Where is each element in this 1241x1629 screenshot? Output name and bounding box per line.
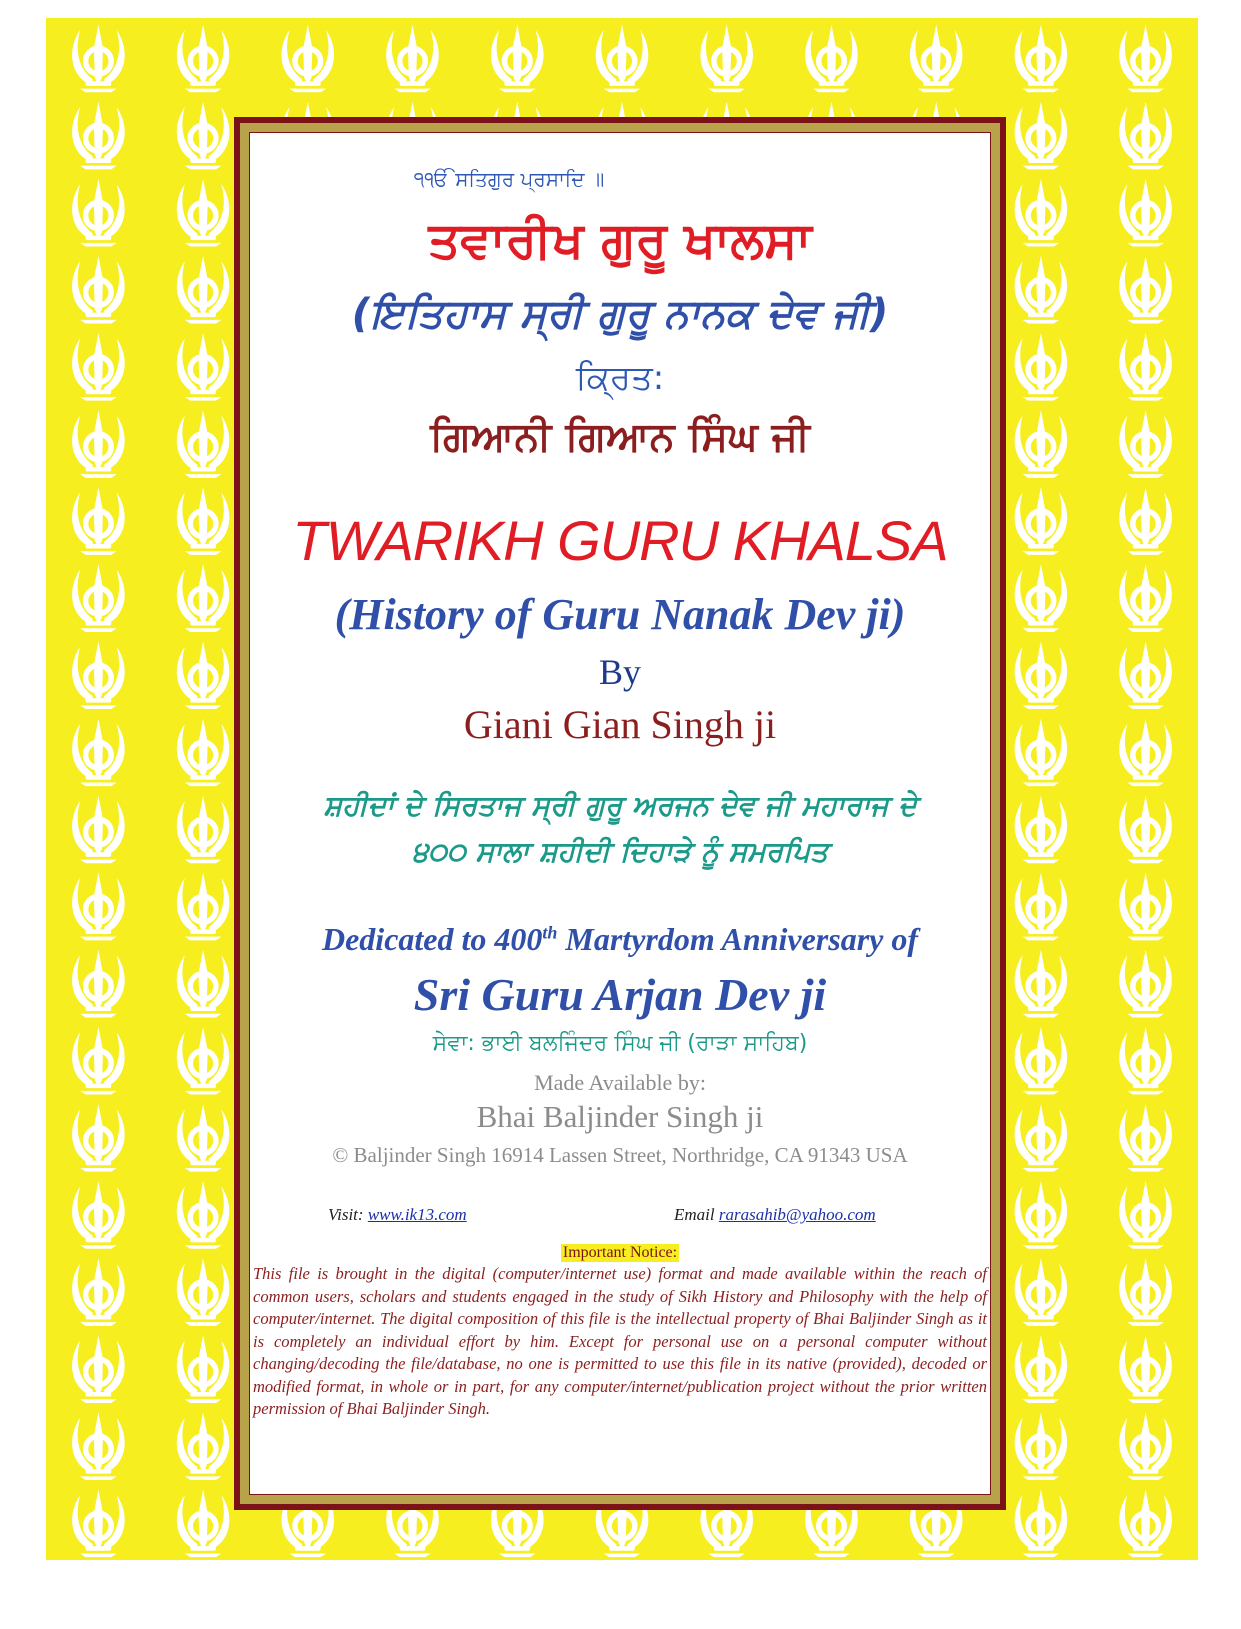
khanda-icon (177, 1027, 230, 1095)
khanda-icon (1119, 410, 1172, 478)
frame-gold-border (240, 123, 1000, 1504)
khanda-icon (72, 1181, 125, 1249)
khanda-icon (72, 179, 125, 247)
punjabi-dedication (250, 783, 990, 875)
made-available-label: Made Available by: (534, 1070, 706, 1095)
khanda-icon (72, 796, 125, 864)
notice-heading-wrap (250, 1242, 990, 1262)
khanda-icon (177, 25, 230, 93)
khanda-icon (177, 179, 230, 247)
khanda-icon (1015, 641, 1068, 709)
punjabi-dedication-line-1: ਸ਼ਹੀਦਾਂ ਦੇ ਸਿਰਤਾਜ ਸ੍ਰੀ ਗੁਰੂ ਅਰਜਨ ਦੇਵ ਜੀ ਮਹਾਰਾਜ ਦੇ (323, 789, 917, 822)
khanda-icon (72, 1104, 125, 1172)
khanda-icon (72, 256, 125, 324)
khanda-icon (1015, 1104, 1068, 1172)
khanda-icon (72, 873, 125, 941)
notice-body: This file is brought in the digital (computer/internet use) format and made available within the reach of common users, scholars and students engaged in the study of Sikh History and Philosophy with the help of computer/internet. The digital composition of this file is the intellectual property of Bhai Baljinder Singh as it is completely an individual effort by him. Except for personal use on a personal computer without changing/decoding the file/database, no one is permitted to use this file in its native (provided), decoded or modified format, in whole or in part, for any computer/internet/publication project without the prior written permission of Bhai Baljinder Singh. (253, 1264, 987, 1418)
dedication-pre: Dedicated to 400 (321, 921, 543, 957)
khanda-icon (1119, 796, 1172, 864)
khanda-icon (1119, 102, 1172, 170)
khanda-icon (1119, 25, 1172, 93)
punjabi-sewa: ਸੇਵਾ: ਭਾਈ ਬਲਜਿੰਦਰ ਸਿੰਘ ਜੀ (ਰਾੜਾ ਸਾਹਿਬ) (432, 1031, 808, 1056)
khanda-icon (1119, 718, 1172, 786)
khanda-icon (177, 950, 230, 1018)
khanda-icon (177, 1104, 230, 1172)
english-subtitle: (History of Guru Nanak Dev ji) (334, 590, 906, 639)
khanda-icon (1015, 564, 1068, 632)
email-line (674, 1205, 876, 1225)
khanda-icon (700, 25, 753, 93)
khanda-icon (805, 25, 858, 93)
khanda-icon (1119, 1181, 1172, 1249)
khanda-icon (1119, 1412, 1172, 1480)
dedication-sup: th (542, 922, 558, 943)
khanda-icon (1015, 487, 1068, 555)
khanda-icon (1015, 1335, 1068, 1403)
khanda-icon (1015, 950, 1068, 1018)
khanda-icon (1015, 410, 1068, 478)
khanda-icon (1015, 102, 1068, 170)
punjabi-author: ਗਿਆਨੀ ਗਿਆਨ ਸਿੰਘ ਜੀ (430, 414, 810, 460)
khanda-icon (72, 102, 125, 170)
visit-label: Visit: (328, 1205, 368, 1224)
khanda-icon (1119, 1489, 1172, 1557)
khanda-icon (72, 1335, 125, 1403)
khanda-icon (910, 25, 963, 93)
khanda-icon (1119, 1027, 1172, 1095)
email-label: Email (674, 1205, 719, 1224)
khanda-icon (1119, 179, 1172, 247)
punjabi-dedication-line-2: ੪੦੦ ਸਾਲਾ ਸ਼ਹੀਦੀ ਦਿਹਾੜੇ ਨੂੰ ਸਮਰਪਿਤ (412, 835, 828, 868)
khanda-icon (177, 333, 230, 401)
khanda-icon (1119, 873, 1172, 941)
khanda-icon (177, 641, 230, 709)
website-link[interactable]: www.ik13.com (367, 1205, 467, 1224)
khanda-icon (177, 564, 230, 632)
khanda-icon (1015, 1258, 1068, 1326)
khanda-icon (1015, 873, 1068, 941)
khanda-icon (177, 718, 230, 786)
khanda-icon (72, 950, 125, 1018)
email-link[interactable]: rarasahib@yahoo.com (718, 1205, 876, 1224)
document-frame (234, 117, 1006, 1510)
khanda-icon (72, 1412, 125, 1480)
khanda-icon (72, 718, 125, 786)
khanda-icon (1119, 641, 1172, 709)
title-page (249, 132, 991, 1495)
punjabi-title: ਤਵਾਰੀਖ ਗੁਰੂ ਖਾਲਸਾ (428, 211, 812, 269)
khanda-icon (177, 1258, 230, 1326)
notice-heading: Important Notice: (562, 1244, 678, 1261)
khanda-icon (386, 25, 439, 93)
khanda-icon (177, 796, 230, 864)
punjabi-by-label: ਕ੍ਰਿਤ: (575, 358, 665, 398)
khanda-icon (1015, 333, 1068, 401)
khanda-icon (1119, 1104, 1172, 1172)
khanda-icon (177, 873, 230, 941)
khanda-icon (491, 25, 544, 93)
khanda-icon (1015, 256, 1068, 324)
english-author: Giani Gian Singh ji (463, 702, 777, 747)
khanda-icon (177, 1335, 230, 1403)
khanda-icon (1015, 1489, 1068, 1557)
khanda-icon (177, 1489, 230, 1557)
khanda-icon (1015, 1412, 1068, 1480)
khanda-icon (72, 410, 125, 478)
khanda-icon (1119, 487, 1172, 555)
visit-line (328, 1205, 467, 1225)
khanda-icon (1119, 256, 1172, 324)
khanda-icon (1119, 950, 1172, 1018)
khanda-icon (1119, 564, 1172, 632)
khanda-icon (72, 641, 125, 709)
english-dedication (250, 921, 990, 958)
khanda-icon (282, 25, 335, 93)
dedication-post: Martyrdom Anniversary of (557, 921, 918, 957)
khanda-icon (1119, 1258, 1172, 1326)
khanda-icon (72, 1489, 125, 1557)
khanda-icon (1119, 1335, 1172, 1403)
made-available-name: Bhai Baljinder Singh ji (476, 1099, 764, 1134)
khanda-icon (1015, 796, 1068, 864)
khanda-icon (72, 1258, 125, 1326)
khanda-icon (1015, 25, 1068, 93)
khanda-icon (177, 410, 230, 478)
guru-name: Sri Guru Arjan Dev ji (413, 969, 827, 1020)
khanda-icon (72, 25, 125, 93)
khanda-icon (177, 1181, 230, 1249)
mool-mantar: ੧ੴ ਸਤਿਗੁਰ ਪ੍ਰਸਾਦਿ ॥ (413, 167, 605, 191)
khanda-icon (72, 487, 125, 555)
khanda-icon (72, 564, 125, 632)
khanda-icon (1015, 1181, 1068, 1249)
english-by-label: By (598, 652, 641, 692)
punjabi-subtitle: (ਇਤਿਹਾਸ ਸ੍ਰੀ ਗੁਰੂ ਨਾਨਕ ਦੇਵ ਜੀ) (351, 291, 889, 337)
khanda-icon (1015, 179, 1068, 247)
khanda-icon (72, 333, 125, 401)
khanda-icon (177, 1412, 230, 1480)
copyright-line: © Baljinder Singh 16914 Lassen Street, Northridge, CA 91343 USA (332, 1143, 908, 1167)
khanda-icon (1015, 718, 1068, 786)
khanda-icon (1119, 333, 1172, 401)
khanda-icon (177, 256, 230, 324)
khanda-icon (596, 25, 649, 93)
khanda-icon (177, 487, 230, 555)
khanda-icon (1015, 1027, 1068, 1095)
khanda-icon (177, 102, 230, 170)
english-title: TWARIKH GURU KHALSA (292, 509, 948, 572)
khanda-icon (72, 1027, 125, 1095)
